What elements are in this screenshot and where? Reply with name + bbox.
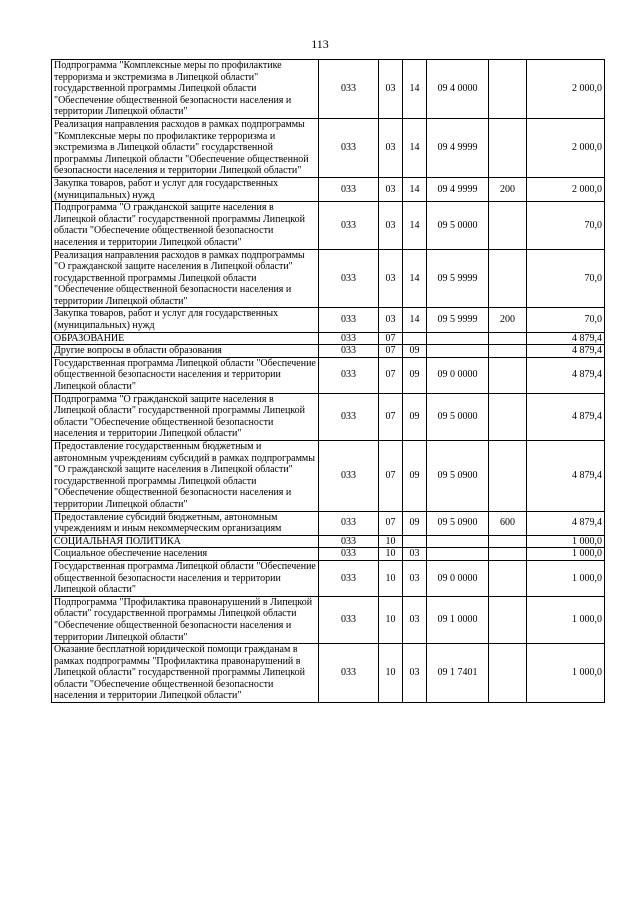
amount-cell: 4 879,4 <box>527 357 605 393</box>
subsection-code-cell: 09 <box>403 441 427 512</box>
target-article-cell: 09 5 9999 <box>427 249 489 308</box>
subsection-code-cell: 09 <box>403 393 427 440</box>
amount-cell: 2 000,0 <box>527 60 605 119</box>
expense-type-cell <box>489 548 527 561</box>
subsection-code-cell: 03 <box>403 548 427 561</box>
ministry-code-cell: 033 <box>319 511 379 535</box>
section-code-cell: 10 <box>379 596 403 643</box>
amount-cell: 4 879,4 <box>527 393 605 440</box>
subsection-code-cell: 09 <box>403 511 427 535</box>
subsection-code-cell <box>403 535 427 548</box>
expense-type-cell <box>489 393 527 440</box>
target-article-cell: 09 5 0900 <box>427 511 489 535</box>
expense-type-cell <box>489 644 527 703</box>
amount-cell: 1 000,0 <box>527 560 605 596</box>
amount-cell: 70,0 <box>527 249 605 308</box>
ministry-code-cell: 033 <box>319 596 379 643</box>
expense-type-cell <box>489 535 527 548</box>
amount-cell: 70,0 <box>527 308 605 332</box>
subsection-code-cell: 14 <box>403 202 427 249</box>
amount-cell: 1 000,0 <box>527 644 605 703</box>
name-cell: ОБРАЗОВАНИЕ <box>52 332 319 345</box>
target-article-cell: 09 0 0000 <box>427 560 489 596</box>
table-row <box>52 393 605 440</box>
amount-cell: 1 000,0 <box>527 548 605 561</box>
amount-cell: 70,0 <box>527 202 605 249</box>
name-cell: Предоставление государственным бюджетным и автономным учреждениям субсидий в рамках подпрограммы "О гражданской защите населения в Липецкой области" государственной программы Липецкой области "Обеспечение общественной безопасности населения и территории Липецкой области" <box>52 441 319 512</box>
section-code-cell: 03 <box>379 177 403 201</box>
table-row <box>52 441 605 512</box>
section-code-cell: 03 <box>379 60 403 119</box>
table-row <box>52 357 605 393</box>
table-row <box>52 535 605 548</box>
ministry-code-cell: 033 <box>319 60 379 119</box>
name-cell: Оказание бесплатной юридической помощи гражданам в рамках подпрограммы "Профилактика правонарушений в Липецкой области" государственной программы Липецкой области "Обеспечение общественной безопасности населения и территории Липецкой области" <box>52 644 319 703</box>
budget-table <box>51 59 605 703</box>
name-cell: Реализация направления расходов в рамках подпрограммы "Комплексные меры по профилактике терроризма и экстремизма в Липецкой области" государственной программы Липецкой области "Обеспечение общественной безопасности населения и территории Липецкой области" <box>52 118 319 177</box>
target-article-cell: 09 5 0000 <box>427 393 489 440</box>
page-number: 113 <box>311 37 329 51</box>
table-row <box>52 511 605 535</box>
name-cell: СОЦИАЛЬНАЯ ПОЛИТИКА <box>52 535 319 548</box>
subsection-code-cell: 14 <box>403 308 427 332</box>
amount-cell: 4 879,4 <box>527 345 605 358</box>
table-row <box>52 118 605 177</box>
subsection-code-cell: 14 <box>403 177 427 201</box>
target-article-cell: 09 4 0000 <box>427 60 489 119</box>
target-article-cell: 09 1 0000 <box>427 596 489 643</box>
amount-cell: 1 000,0 <box>527 535 605 548</box>
section-code-cell: 10 <box>379 560 403 596</box>
ministry-code-cell: 033 <box>319 393 379 440</box>
ministry-code-cell: 033 <box>319 345 379 358</box>
amount-cell: 2 000,0 <box>527 118 605 177</box>
subsection-code-cell: 14 <box>403 60 427 119</box>
section-code-cell: 07 <box>379 357 403 393</box>
table-row <box>52 308 605 332</box>
name-cell: Социальное обеспечение населения <box>52 548 319 561</box>
ministry-code-cell: 033 <box>319 357 379 393</box>
name-cell: Подпрограмма "Комплексные меры по профилактике терроризма и экстремизма в Липецкой области" государственной программы Липецкой области "Обеспечение общественной безопасности населения и территории Липецкой области" <box>52 60 319 119</box>
amount-cell: 4 879,4 <box>527 332 605 345</box>
section-code-cell: 10 <box>379 644 403 703</box>
expense-type-cell: 600 <box>489 511 527 535</box>
section-code-cell: 03 <box>379 308 403 332</box>
section-code-cell: 03 <box>379 249 403 308</box>
section-code-cell: 10 <box>379 535 403 548</box>
expense-type-cell <box>489 441 527 512</box>
table-row <box>52 548 605 561</box>
target-article-cell: 09 5 0000 <box>427 202 489 249</box>
expense-type-cell <box>489 357 527 393</box>
expense-type-cell <box>489 345 527 358</box>
table-row <box>52 644 605 703</box>
table-row <box>52 560 605 596</box>
subsection-code-cell: 14 <box>403 118 427 177</box>
subsection-code-cell: 14 <box>403 249 427 308</box>
subsection-code-cell: 09 <box>403 357 427 393</box>
ministry-code-cell: 033 <box>319 332 379 345</box>
target-article-cell <box>427 548 489 561</box>
name-cell: Другие вопросы в области образования <box>52 345 319 358</box>
name-cell: Реализация направления расходов в рамках подпрограммы "О гражданской защите населения в Липецкой области" государственной программы Липецкой области "Обеспечение общественной безопасности населения и территории Липецкой области" <box>52 249 319 308</box>
table-row <box>52 202 605 249</box>
table-row <box>52 249 605 308</box>
target-article-cell: 09 1 7401 <box>427 644 489 703</box>
expense-type-cell: 200 <box>489 177 527 201</box>
ministry-code-cell: 033 <box>319 308 379 332</box>
expense-type-cell <box>489 118 527 177</box>
section-code-cell: 07 <box>379 332 403 345</box>
amount-cell: 4 879,4 <box>527 441 605 512</box>
expense-type-cell <box>489 249 527 308</box>
table-row <box>52 332 605 345</box>
amount-cell: 4 879,4 <box>527 511 605 535</box>
ministry-code-cell: 033 <box>319 535 379 548</box>
name-cell: Подпрограмма "О гражданской защите населения в Липецкой области" государственной программы Липецкой области "Обеспечение общественной безопасности населения и территории Липецкой области" <box>52 393 319 440</box>
table-row <box>52 60 605 119</box>
subsection-code-cell: 03 <box>403 596 427 643</box>
subsection-code-cell <box>403 332 427 345</box>
expense-type-cell <box>489 596 527 643</box>
expense-type-cell <box>489 560 527 596</box>
section-code-cell: 10 <box>379 548 403 561</box>
name-cell: Государственная программа Липецкой области "Обеспечение общественной безопасности населения и территории Липецкой области" <box>52 560 319 596</box>
section-code-cell: 07 <box>379 393 403 440</box>
ministry-code-cell: 033 <box>319 548 379 561</box>
expense-type-cell <box>489 60 527 119</box>
ministry-code-cell: 033 <box>319 249 379 308</box>
subsection-code-cell: 09 <box>403 345 427 358</box>
target-article-cell: 09 4 9999 <box>427 177 489 201</box>
amount-cell: 2 000,0 <box>527 177 605 201</box>
section-code-cell: 03 <box>379 118 403 177</box>
target-article-cell: 09 5 0900 <box>427 441 489 512</box>
ministry-code-cell: 033 <box>319 644 379 703</box>
name-cell: Подпрограмма "Профилактика правонарушений в Липецкой области" государственной программы Липецкой области "Обеспечение общественной безопасности населения и территории Липецкой области" <box>52 596 319 643</box>
target-article-cell <box>427 535 489 548</box>
target-article-cell <box>427 332 489 345</box>
target-article-cell <box>427 345 489 358</box>
subsection-code-cell: 03 <box>403 644 427 703</box>
table-row <box>52 345 605 358</box>
ministry-code-cell: 033 <box>319 118 379 177</box>
ministry-code-cell: 033 <box>319 441 379 512</box>
amount-cell: 1 000,0 <box>527 596 605 643</box>
target-article-cell: 09 4 9999 <box>427 118 489 177</box>
expense-type-cell: 200 <box>489 308 527 332</box>
name-cell: Закупка товаров, работ и услуг для государственных (муниципальных) нужд <box>52 177 319 201</box>
name-cell: Государственная программа Липецкой области "Обеспечение общественной безопасности населения и территории Липецкой области" <box>52 357 319 393</box>
subsection-code-cell: 03 <box>403 560 427 596</box>
name-cell: Подпрограмма "О гражданской защите населения в Липецкой области" государственной программы Липецкой области "Обеспечение общественной безопасности населения и территории Липецкой области" <box>52 202 319 249</box>
section-code-cell: 07 <box>379 511 403 535</box>
name-cell: Предоставление субсидий бюджетным, автономным учреждениям и иным некоммерческим организациям <box>52 511 319 535</box>
expense-type-cell <box>489 202 527 249</box>
ministry-code-cell: 033 <box>319 560 379 596</box>
target-article-cell: 09 0 0000 <box>427 357 489 393</box>
table-row <box>52 596 605 643</box>
section-code-cell: 03 <box>379 202 403 249</box>
target-article-cell: 09 5 9999 <box>427 308 489 332</box>
section-code-cell: 07 <box>379 441 403 512</box>
section-code-cell: 07 <box>379 345 403 358</box>
ministry-code-cell: 033 <box>319 202 379 249</box>
name-cell: Закупка товаров, работ и услуг для государственных (муниципальных) нужд <box>52 308 319 332</box>
ministry-code-cell: 033 <box>319 177 379 201</box>
expense-type-cell <box>489 332 527 345</box>
table-row <box>52 177 605 201</box>
